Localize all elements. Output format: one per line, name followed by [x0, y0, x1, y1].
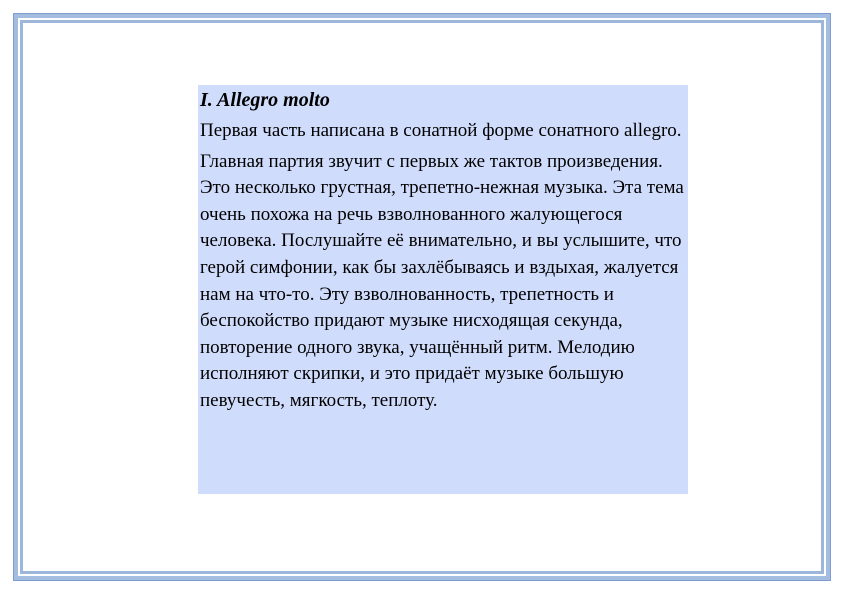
text-box — [198, 85, 688, 494]
paragraph-main-theme: Главная партия звучит с первых же тактов произведения. Это несколько грустная, трепетно-нежная музыка. Эта тема очень похожа на речь взволнованного жалующегося человека. Послушайте её внимательно, и вы услышите, что герой симфонии, как бы захлёбываясь и вздыхая, жалуется нам на что-то. Эту взволнованность, трепетность и беспокойство придают музыке нисходящая секунда, повторение одного звука, учащённый ритм. Мелодию исполняют скрипки, и это придаёт музыке большую певучесть, мягкость, теплоту. — [200, 150, 684, 411]
paragraph-form: Первая часть написана в сонатной форме сонатного allegro. — [200, 120, 682, 141]
section-heading: I. Allegro molto — [200, 89, 330, 111]
